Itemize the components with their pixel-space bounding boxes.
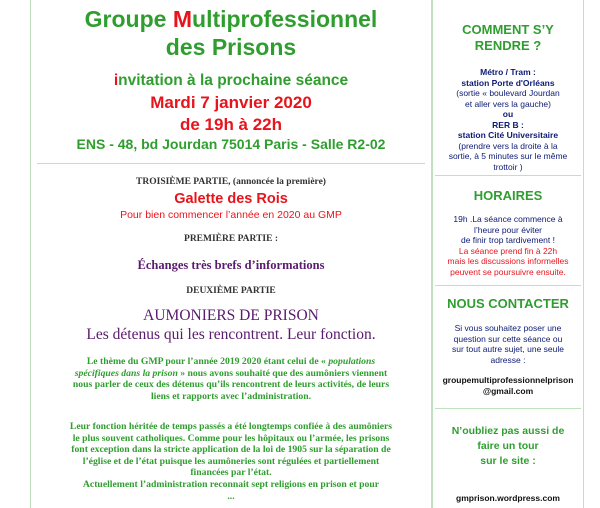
heading-line: COMMENT S’Y	[462, 22, 554, 37]
paragraph-function	[31, 421, 431, 502]
email-line[interactable]: groupemultiprofessionnelprison	[442, 375, 574, 385]
galette-subtitle: Pour bien commencer l’année en 2020 au GMP	[120, 209, 342, 221]
para1-text: Le thème du GMP pour l’année 2019 2020 étant celui de «	[86, 356, 329, 367]
divider	[435, 285, 581, 286]
para1-line: liens et rapports avec l’administration.	[150, 390, 312, 402]
title-text-rest: ultiprofessionnel	[192, 6, 378, 32]
para1-text: » nous avons souhaité que des aumôniers viennent	[177, 367, 388, 379]
title-line-1	[31, 6, 431, 33]
paragraph-theme	[31, 356, 431, 402]
invitation-text: nvitation à la prochaine séance	[118, 72, 349, 89]
email-line[interactable]: @gmail.com	[482, 385, 534, 396]
galette-heading: Galette des Rois	[174, 191, 288, 207]
part2-label: DEUXIÈME PARTIE	[186, 286, 276, 296]
horaires-line: La séance prend fin à 22h	[458, 245, 558, 256]
part3-label: TROISIÈME PARTIE, (annoncée la première)	[136, 177, 326, 187]
horaires-heading: HORAIRES	[473, 188, 543, 203]
para2-line: Leur fonction héritée de temps passés a été longtemps confiée à des aumôniers	[69, 421, 393, 432]
website-link[interactable]: gmprison.wordpress.com	[456, 493, 560, 503]
invitation-line	[31, 72, 431, 90]
para2-line: financées par l’état.	[190, 467, 272, 479]
para2-line: ...	[227, 490, 235, 502]
contact-line: Si vous souhaitez poser une	[454, 323, 562, 333]
main-column	[30, 0, 432, 508]
horaires-info	[437, 214, 579, 277]
rer-exit: trottoir )	[493, 161, 523, 172]
para1-line	[31, 356, 431, 368]
horaires-line: de finir trop tardivement !	[460, 235, 555, 245]
contact-heading: NOUS CONTACTER	[447, 296, 569, 311]
horaires-line: 19h .La séance commence à	[453, 214, 563, 224]
contact-line: question sur cette séance ou	[453, 333, 563, 344]
sidebar-column	[432, 0, 584, 508]
email-address[interactable]	[437, 375, 579, 396]
website-invite	[437, 424, 579, 469]
website-invite-line: sur le site :	[480, 455, 536, 467]
para1-emphasis: populations	[328, 356, 376, 367]
rer-station: station Cité Universitaire	[457, 130, 559, 140]
title-letter-m: M	[172, 6, 193, 32]
metro-label: Métro / Tram :	[480, 67, 536, 77]
website-invite-line: faire un tour	[477, 440, 539, 452]
meeting-time: de 19h à 22h	[179, 115, 283, 134]
para2-line: le plus souvent catholiques. Comme pour les hôpitaux ou l’armée, les prisons	[72, 432, 390, 444]
horaires-line: mais les discussions informelles	[447, 256, 569, 266]
heading-line: RENDRE ?	[474, 38, 542, 53]
para1-emphasis: spécifiques dans la prison	[74, 367, 178, 379]
horaires-line: peuvent se poursuivre ensuite.	[450, 266, 566, 277]
rer-exit: sortie, à 5 minutes sur le même	[448, 151, 568, 161]
or-text: ou	[502, 109, 514, 119]
metro-exit: et aller vers la gauche)	[465, 98, 551, 109]
transport-info	[437, 67, 579, 172]
contact-info	[437, 323, 579, 365]
rer-exit: (prendre vers la droite à la	[458, 140, 558, 151]
section-getting-there	[437, 22, 579, 54]
divider	[37, 163, 425, 164]
contact-line: sur tout autre sujet, une seule	[452, 344, 564, 354]
meeting-venue: ENS - 48, bd Jourdan 75014 Paris - Salle R2-02	[76, 136, 386, 152]
para2-line: l’église et de l’état puisque les aumôneries sont régulées et partiellement	[82, 455, 380, 467]
aumoniers-title: AUMONIERS DE PRISON	[143, 307, 319, 324]
part1-label: PREMIÈRE PARTIE :	[184, 234, 278, 244]
metro-exit: (sortie « boulevard Jourdan	[456, 88, 560, 98]
metro-station: station Porte d'Orléans	[461, 77, 555, 88]
website-invite-line: N’oubliez pas aussi de	[451, 425, 565, 437]
invitation-letter: i	[113, 72, 119, 89]
getting-there-heading	[437, 22, 579, 54]
para2-line: Actuellement l’administration reconnait sept religions en prison et pour	[82, 478, 380, 490]
para1-line	[31, 368, 431, 380]
meeting-date: Mardi 7 janvier 2020	[150, 93, 312, 112]
divider	[435, 408, 581, 409]
rer-label: RER B :	[492, 119, 524, 130]
section-horaires	[437, 188, 579, 204]
title-line-2: des Prisons	[165, 34, 297, 60]
horaires-line: l’heure pour éviter	[473, 224, 543, 235]
aumoniers-subtitle: Les détenus qui les rencontrent. Leur fonction.	[86, 326, 376, 343]
contact-line: adresse :	[490, 354, 526, 365]
para1-line: nous parler de ceux des détenus qu’ils rencontrent de leurs activités, de leurs	[72, 379, 390, 391]
section-contact	[437, 296, 579, 312]
part1-text: Échanges très brefs d’informations	[137, 258, 325, 272]
divider	[435, 175, 581, 176]
para2-line: font exception dans la stricte application de la loi de 1905 sur la séparation de	[71, 444, 391, 456]
title-text: Groupe	[84, 6, 173, 32]
